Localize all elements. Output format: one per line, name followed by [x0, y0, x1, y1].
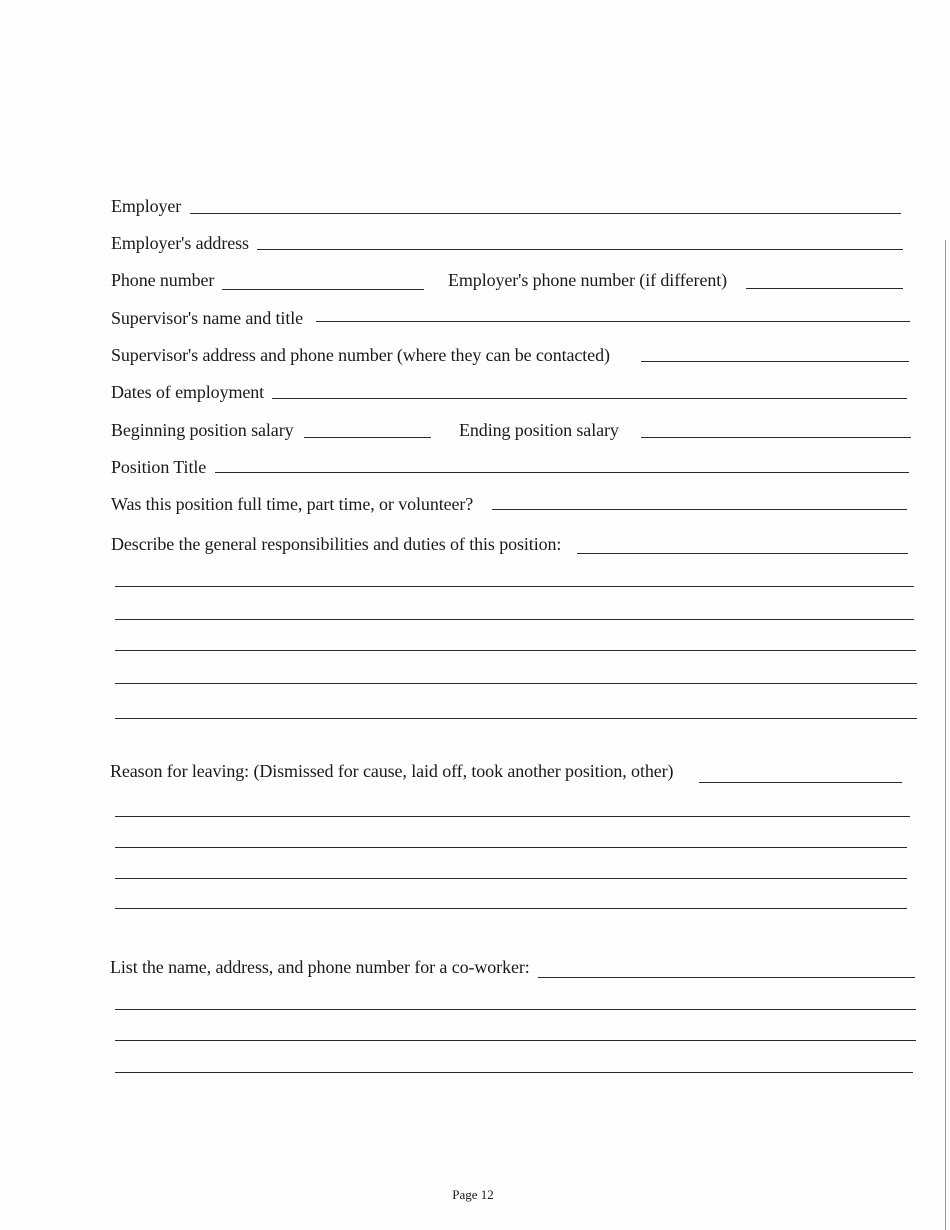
ending-salary-field[interactable] [641, 437, 911, 438]
fulltime-label: Was this position full time, part time, or volunteer? [111, 494, 474, 514]
coworker-field-line-1[interactable] [115, 1009, 916, 1010]
reason-leaving-field-line-3[interactable] [115, 878, 907, 879]
reason-leaving-field-line-4[interactable] [115, 908, 907, 909]
supervisor-name-label: Supervisor's name and title [111, 308, 304, 328]
page-footer [0, 1188, 950, 1202]
responsibilities-field-line-3[interactable] [115, 650, 916, 651]
reason-leaving-field-line-0[interactable] [699, 782, 902, 783]
position-title-label: Position Title [111, 457, 207, 477]
coworker-field-line-3[interactable] [115, 1072, 913, 1073]
responsibilities-label: Describe the general responsibilities and duties of this position: [111, 534, 562, 554]
dates-label: Dates of employment [111, 382, 265, 402]
position-title-field[interactable] [215, 472, 909, 473]
employer-field[interactable] [190, 213, 901, 214]
phone-number-label: Phone number [111, 270, 215, 290]
responsibilities-field-line-5[interactable] [115, 718, 917, 719]
dates-field[interactable] [272, 398, 907, 399]
employer-label: Employer [111, 196, 182, 216]
reason-leaving-field-line-1[interactable] [115, 816, 910, 817]
coworker-label: List the name, address, and phone number for a co-worker: [110, 957, 530, 977]
employer-phone-field[interactable] [746, 288, 903, 289]
reason-leaving-field-line-2[interactable] [115, 847, 907, 848]
responsibilities-field-line-0[interactable] [577, 553, 908, 554]
employer-address-label: Employer's address [111, 233, 249, 253]
responsibilities-field-line-1[interactable] [115, 586, 914, 587]
beginning-salary-field[interactable] [304, 437, 431, 438]
responsibilities-field-line-4[interactable] [115, 683, 917, 684]
phone-number-field[interactable] [222, 289, 424, 290]
beginning-salary-label: Beginning position salary [111, 420, 294, 440]
responsibilities-field-line-2[interactable] [115, 619, 914, 620]
supervisor-address-label: Supervisor's address and phone number (where they can be contacted) [111, 345, 610, 365]
page-number: Page 12 [452, 1187, 494, 1202]
fulltime-field[interactable] [492, 509, 907, 510]
coworker-field-line-2[interactable] [115, 1040, 916, 1041]
ending-salary-label: Ending position salary [459, 420, 619, 440]
reason-leaving-label: Reason for leaving: (Dismissed for cause, laid off, took another position, other) [110, 761, 674, 781]
supervisor-name-field[interactable] [316, 321, 910, 322]
supervisor-address-field[interactable] [641, 361, 909, 362]
coworker-field-line-0[interactable] [538, 977, 915, 978]
scan-edge [945, 240, 946, 1230]
employer-phone-label: Employer's phone number (if different) [448, 270, 728, 290]
employer-address-field[interactable] [257, 249, 903, 250]
